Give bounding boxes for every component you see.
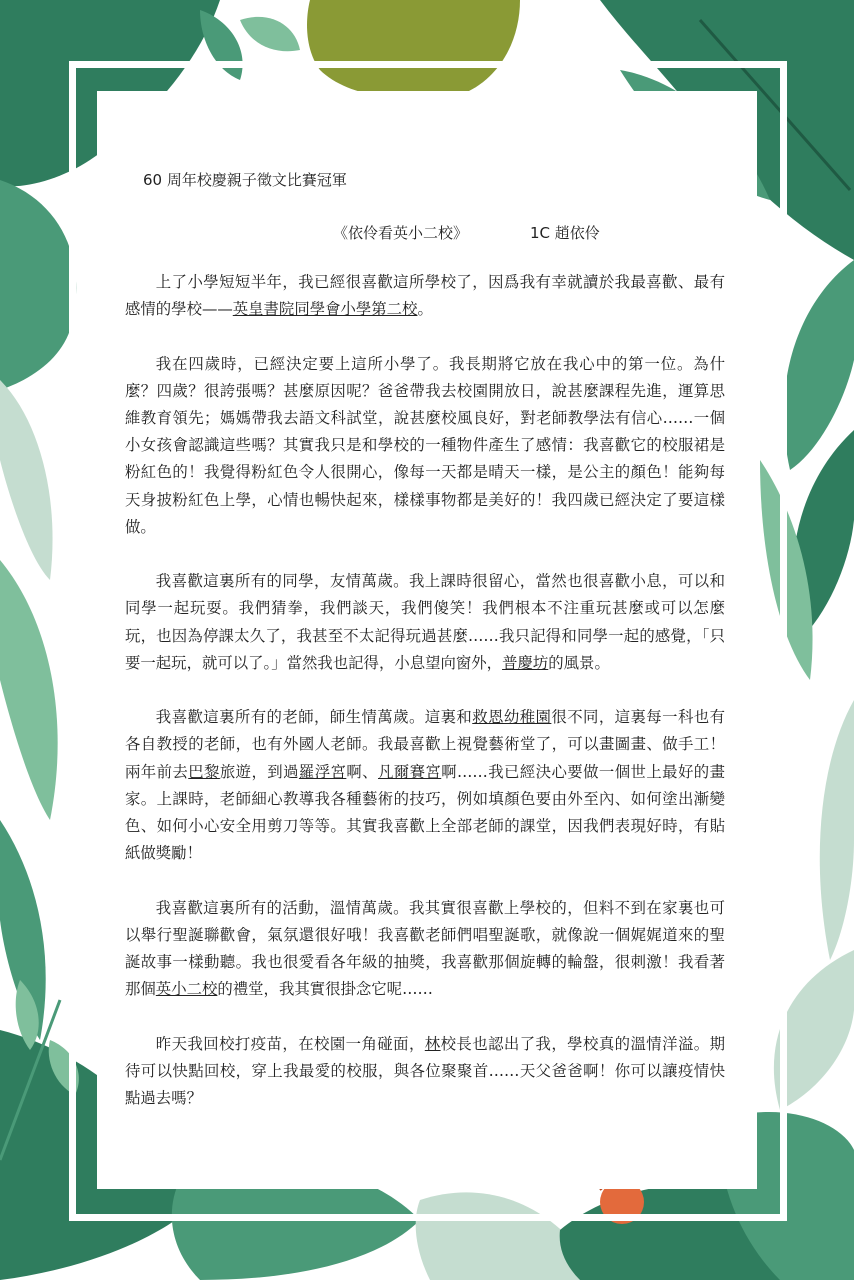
paragraph-text: 旅遊，到過 [219,762,299,781]
underlined-proper-noun: 羅浮宮 [298,762,347,781]
essay-paragraph [125,895,725,1004]
essay-page [97,91,757,1189]
paragraph-text: 我喜歡這裏所有的老師，師生情萬歲。這裏和 [155,708,473,727]
underlined-proper-noun: 林 [424,1034,441,1053]
essay-paragraph [125,568,725,677]
underlined-proper-noun: 巴黎 [188,762,220,781]
paragraph-text: 我喜歡這裏所有的活動，溫情萬歲。我其實很喜歡上學校的，但料不到在家裏也可以舉行聖誕聯歡會，氣氛還很好哦！我喜歡老師們唱聖誕歌，就像說一個娓娓道來的聖誕故事一樣動聽。我也很愛看各年級的抽獎，我喜歡那個旋轉的輪盤，很刺激！我看著那個 [125,898,725,999]
paragraph-text: 校長也認出了我，學校真的溫情洋溢。期待可以快點回校，穿上我最愛的校服，與各位聚聚首……天父爸爸啊！你可以讓疫情快點過去嗎？ [125,1034,725,1108]
underlined-proper-noun: 救恩幼稚園 [472,708,552,727]
underlined-proper-noun: 凡爾賽宮 [377,762,442,781]
essay-paragraph [125,704,725,867]
author-name: 1C 趙依伶 [530,224,600,242]
paragraph-text: 啊……我已經決心要做一個世上最好的畫家。上課時，老師細心教導我各種藝術的技巧，例如填顏色要由外至內、如何塗出漸變色、如何小心安全用剪刀等等。其實我喜歡上全部老師的課堂，因我們表現好時，有貼紙做獎勵！ [125,762,725,863]
paragraph-text: 我在四歲時，已經決定要上這所小學了。我長期將它放在我心中的第一位。為什麼？四歲？很誇張嗎？甚麼原因呢？爸爸帶我去校園開放日，說甚麼課程先進，運算思維教育領先；媽媽帶我去語文科試堂，說甚麼校風良好，對老師教學法有信心……一個小女孩會認識這些嗎？其實我只是和學校的一種物件產生了感情：我喜歡它的校服裙是粉紅色的！我覺得粉紅色令人很開心，像每一天都是晴天一樣，是公主的顏色！能夠每天身披粉紅色上學，心情也暢快起來，樣樣事物都是美好的！我四歲已經決定了要這樣做。 [125,354,725,536]
paragraph-text: 。 [417,300,433,319]
essay-paragraph [125,269,725,323]
paragraph-text: 昨天我回校打疫苗，在校園一角碰面， [155,1034,425,1053]
essay-paragraph [125,351,725,541]
paragraph-text: 啊、 [346,762,378,781]
underlined-proper-noun: 普慶坊 [502,653,549,672]
essay-title: 《依伶看英小二校》 [333,224,469,242]
essay-title-line [333,222,600,243]
paragraph-text: 上了小學短短半年，我已經很喜歡這所學校了，因爲我有幸就讀於我最喜歡、最有感情的學校—— [125,273,725,319]
essay-body [125,269,725,1139]
paragraph-text: 的禮堂，我其實很掛念它呢…… [217,980,433,999]
underlined-proper-noun: 英皇書院同學會小學第二校 [232,300,418,319]
competition-heading: 60 周年校慶親子徵文比賽冠軍 [143,171,347,189]
essay-paragraph [125,1031,725,1113]
underlined-proper-noun: 英小二校 [155,980,218,999]
paragraph-text: 我喜歡這裏所有的同學，友情萬歲。我上課時很留心，當然也很喜歡小息，可以和同學一起玩耍。我們猜拳，我們談天，我們傻笑！我們根本不注重玩甚麼或可以怎麼玩，也因為停課太久了，我甚至不太記得玩過甚麼……我只記得和同學一起的感覺，「只要一起玩，就可以了。」當然我也記得，小息望向窗外， [125,572,725,672]
paragraph-text: 很不同，這裏每一科也有各自教授的老師，也有外國人老師。我最喜歡上視覺藝術堂了，可以畫圖畫、做手工！兩年前去 [125,708,725,781]
paragraph-text: 的風景。 [548,653,610,672]
